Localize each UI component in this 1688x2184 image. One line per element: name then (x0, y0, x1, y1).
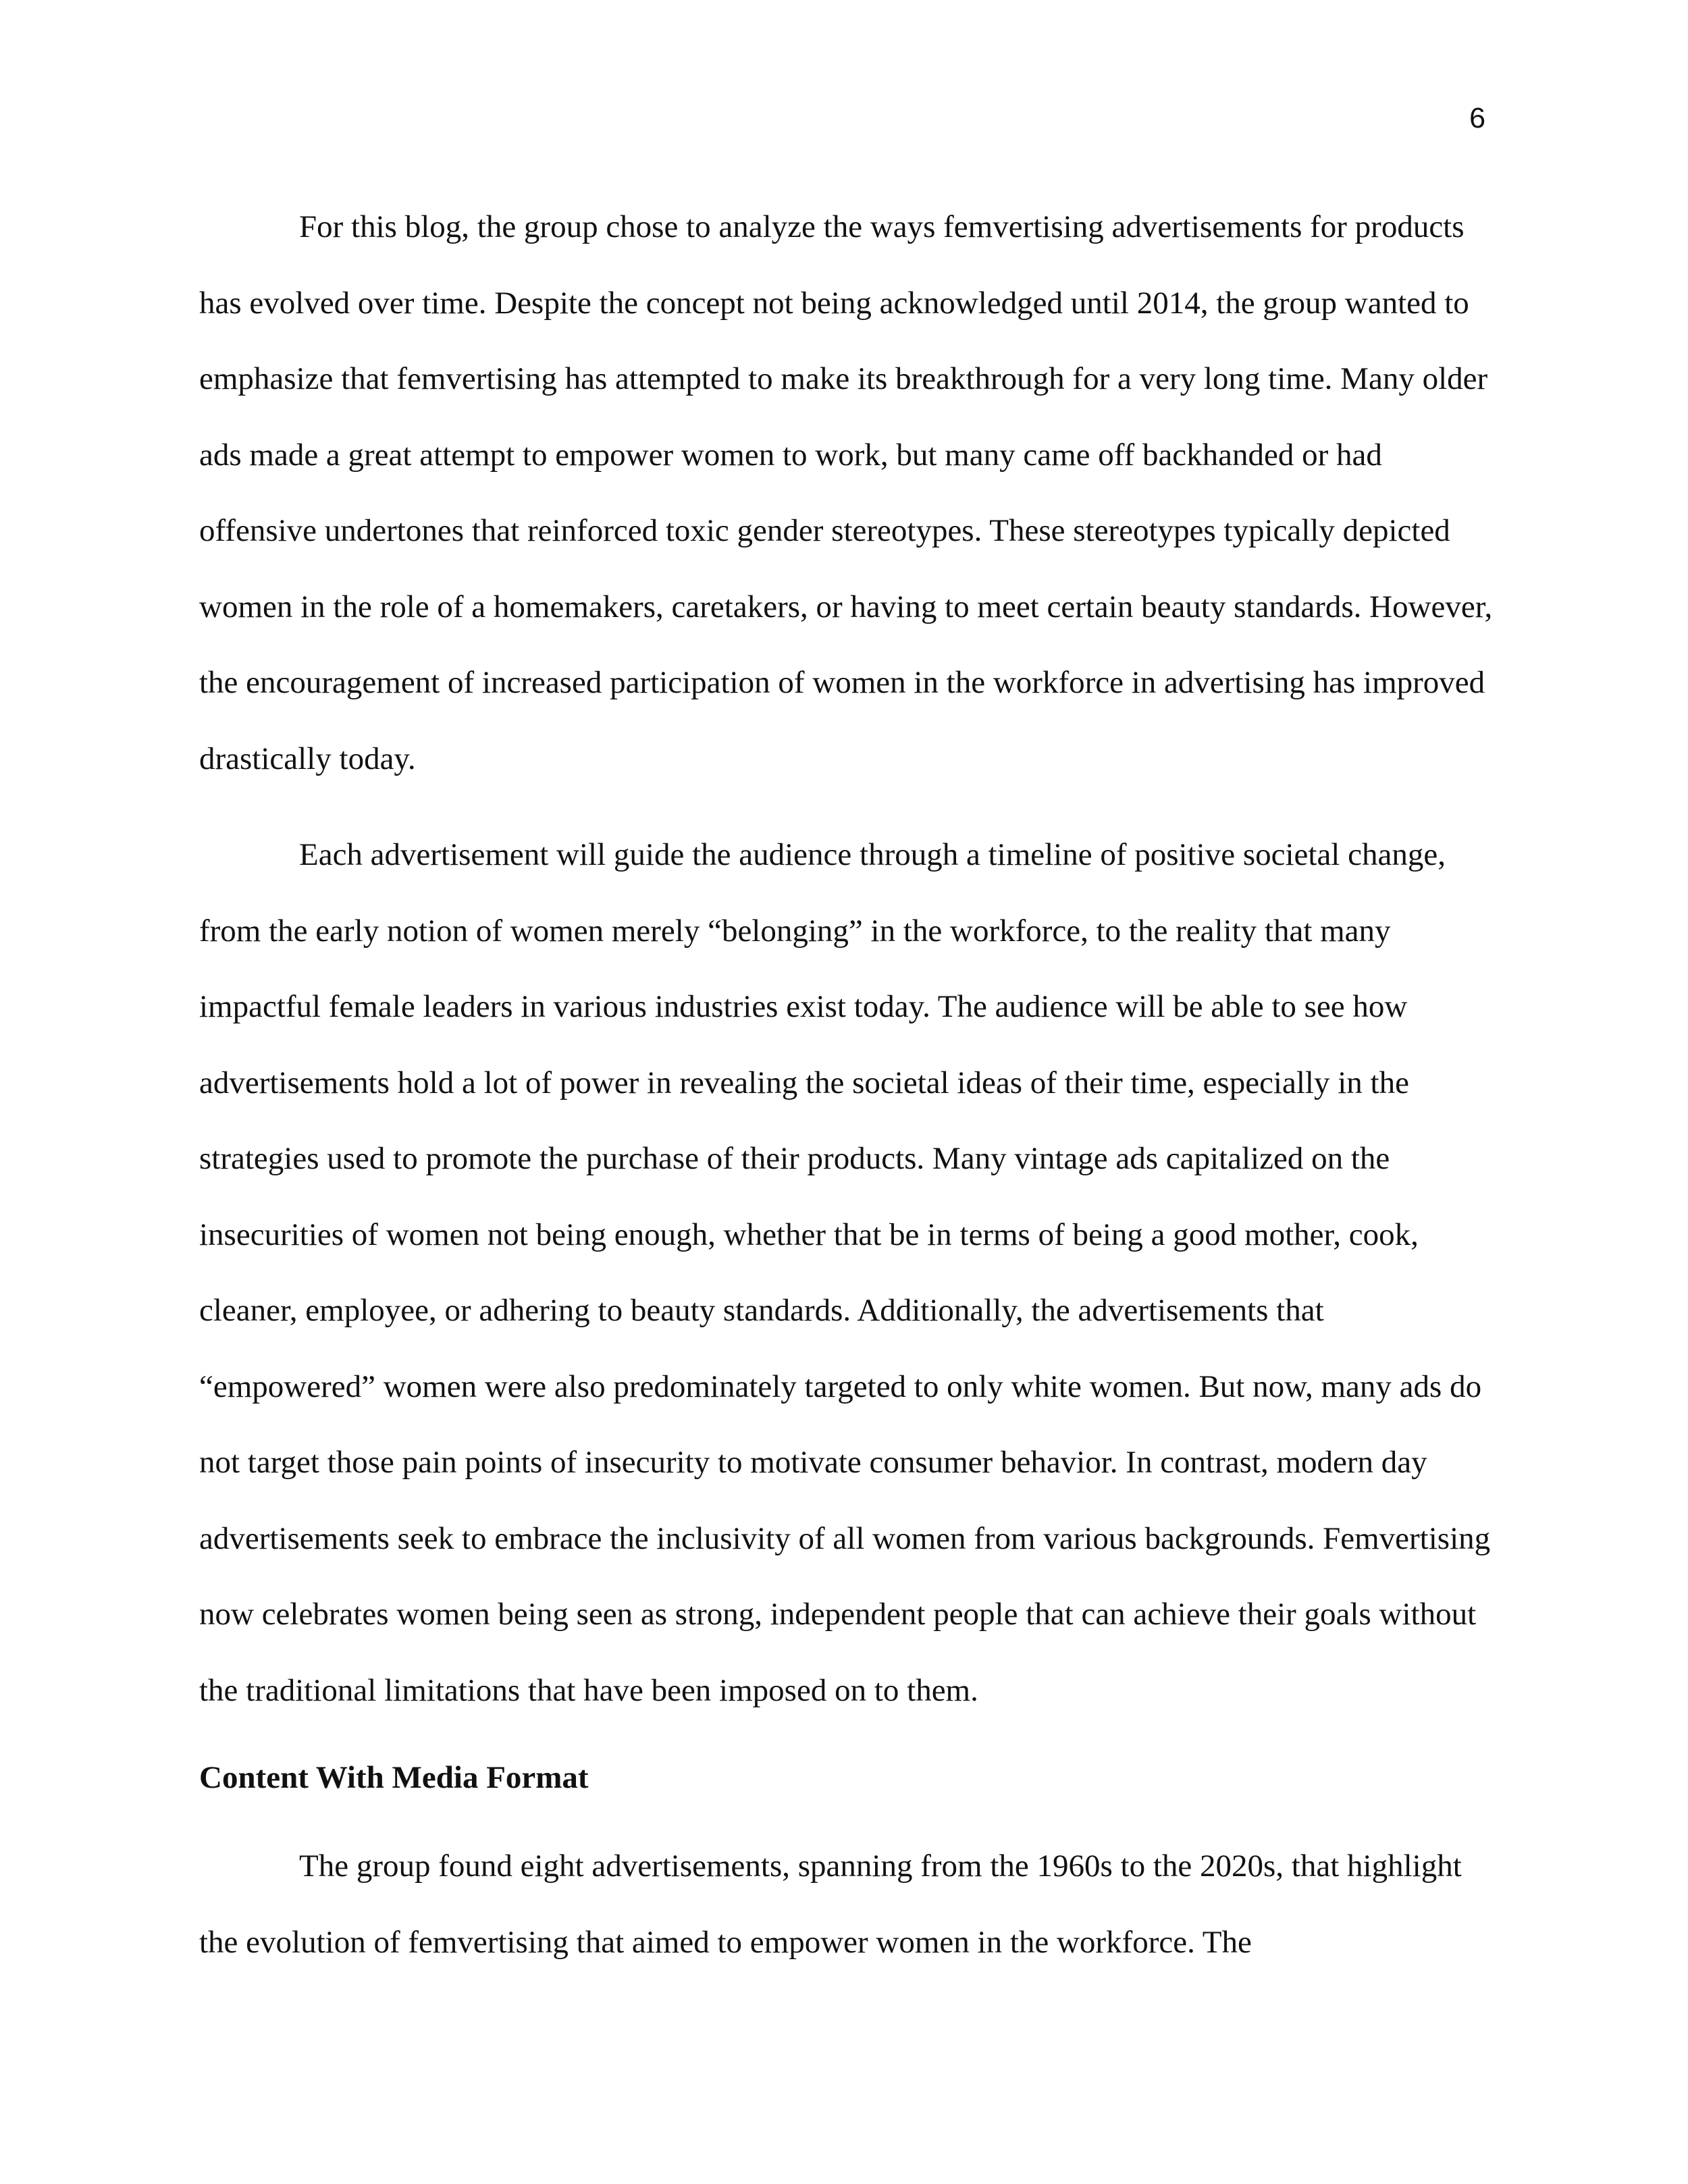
paragraph-advertisement-timeline: Each advertisement will guide the audience through a timeline of positive societal change, from the early notion of women merely “belonging” in the workforce, to the reality that many impactful female leaders in various industries exist today. The audience will be able to see how advertisements hold a lot of power in revealing the societal ideas of their time, especially in the strategies used to promote the purchase of their products. Many vintage ads capitalized on the insecurities of women not being enough, whether that be in terms of being a good mother, cook, cleaner, employee, or adhering to beauty standards. Additionally, the advertisements that “empowered” women were also predominately targeted to only white women. But now, many ads do not target those pain points of insecurity to motivate consumer behavior. In contrast, modern day advertisements seek to embrace the inclusivity of all women from various backgrounds. Femvertising now celebrates women being seen as strong, independent people that can achieve their goals without the traditional limitations that have been imposed on to them. (199, 837, 1491, 1708)
document-body (199, 189, 1502, 1980)
paragraph-eight-advertisements: The group found eight advertisements, spanning from the 1960s to the 2020s, that highlight the evolution of femvertising that aimed to empower women in the workforce. The (199, 1848, 1462, 1960)
paragraph-blog-analysis: For this blog, the group chose to analyze the ways femvertising advertisements for products has evolved over time. Despite the concept not being acknowledged until 2014, the group wanted to emphasize that femvertising has attempted to make its breakthrough for a very long time. Many older ads made a great attempt to empower women to work, but many came off backhanded or had offensive undertones that reinforced toxic gender stereotypes. These stereotypes typically depicted women in the role of a homemakers, caretakers, or having to meet certain beauty standards. However, the encouragement of increased participation of women in the workforce in advertising has improved drastically today. (199, 209, 1493, 776)
page-number: 6 (1469, 102, 1485, 134)
section-heading: Content With Media Format (199, 1760, 589, 1795)
